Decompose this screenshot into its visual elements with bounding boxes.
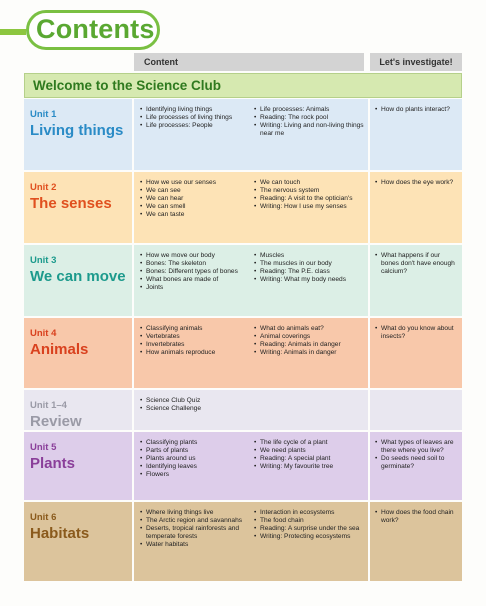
content-list-left: [140, 439, 248, 479]
list-item: • How do plants interact?: [375, 106, 459, 114]
unit-number: Unit 1: [30, 109, 57, 120]
unit-content-cell: [134, 245, 368, 316]
list-item: • Joints: [140, 284, 248, 292]
list-item: • Bones: Different types of bones: [140, 268, 248, 276]
list-item: • Reading: A special plant: [254, 455, 364, 463]
unit-investigate-cell: [370, 432, 462, 500]
unit-number: Unit 1–4: [30, 400, 67, 411]
list-item: • Classifying plants: [140, 439, 248, 447]
page-title: Contents: [36, 14, 155, 44]
list-item: • Science Challenge: [140, 405, 248, 413]
list-item: • Life processes: Animals: [254, 106, 364, 114]
unit-number: Unit 3: [30, 255, 57, 266]
content-list-left: [140, 106, 248, 130]
unit-investigate-cell: [370, 502, 462, 581]
list-item: • Reading: The P.E. class: [254, 268, 364, 276]
content-list-left: [140, 252, 248, 292]
unit-investigate-cell: [370, 390, 462, 430]
list-item: • Writing: My favourite tree: [254, 463, 364, 471]
list-item: • Reading: A surprise under the sea: [254, 525, 364, 533]
list-item: • Vertebrates: [140, 333, 248, 341]
list-item: • Invertebrates: [140, 341, 248, 349]
content-list-right: [254, 179, 364, 211]
unit-row: [24, 390, 462, 430]
list-item: • We need plants: [254, 447, 364, 455]
unit-content-cell: [134, 432, 368, 500]
list-item: • Writing: How I use my senses: [254, 203, 364, 211]
unit-row: [24, 99, 462, 170]
list-item: • How does the food chain work?: [375, 509, 459, 525]
unit-name: Habitats: [30, 525, 90, 542]
list-item: • Writing: Living and non-living things near me: [254, 122, 364, 138]
unit-name: We can move: [30, 268, 126, 285]
investigate-list: [375, 179, 459, 187]
list-item: • Where living things live: [140, 509, 248, 517]
list-item: • Bones: The skeleton: [140, 260, 248, 268]
list-item: • Reading: The rock pool: [254, 114, 364, 122]
list-item: • Water habitats: [140, 541, 248, 549]
unit-content-cell: [134, 172, 368, 243]
unit-investigate-cell: [370, 245, 462, 316]
unit-title-cell: [24, 245, 132, 316]
content-list-right: [254, 439, 364, 471]
unit-name: The senses: [30, 195, 112, 212]
list-item: • Plants around us: [140, 455, 248, 463]
list-item: • Reading: A visit to the optician's: [254, 195, 364, 203]
list-item: • We can touch: [254, 179, 364, 187]
unit-row: [24, 502, 462, 581]
list-item: • Writing: Animals in danger: [254, 349, 364, 357]
content-list-left: [140, 397, 248, 413]
list-item: • We can taste: [140, 211, 248, 219]
list-item: • Flowers: [140, 471, 248, 479]
list-item: • Deserts, tropical rainforests and temperate forests: [140, 525, 248, 541]
list-item: • Life processes: People: [140, 122, 248, 130]
unit-name: Plants: [30, 455, 76, 472]
list-item: • The life cycle of a plant: [254, 439, 364, 447]
unit-content-cell: [134, 502, 368, 581]
content-list-left: [140, 179, 248, 219]
unit-title-cell: [24, 390, 132, 430]
unit-row: [24, 245, 462, 316]
unit-row: [24, 318, 462, 388]
content-list-right: [254, 106, 364, 138]
unit-content-cell: [134, 318, 368, 388]
unit-number: Unit 2: [30, 182, 57, 193]
list-item: • Writing: Protecting ecosystems: [254, 533, 364, 541]
unit-name: Animals: [30, 341, 89, 358]
unit-title-cell: [24, 432, 132, 500]
list-item: • Science Club Quiz: [140, 397, 248, 405]
list-item: • What types of leaves are there where you live?: [375, 439, 459, 455]
unit-investigate-cell: [370, 172, 462, 243]
list-item: • The muscles in our body: [254, 260, 364, 268]
list-item: • How does the eye work?: [375, 179, 459, 187]
welcome-text: Welcome to the Science Club: [33, 78, 222, 93]
list-item: • What do animals eat?: [254, 325, 364, 333]
list-item: • Interaction in ecosystems: [254, 509, 364, 517]
header-investigate: Let's investigate!: [370, 53, 462, 71]
unit-number: Unit 5: [30, 442, 57, 453]
unit-content-cell: [134, 99, 368, 170]
unit-content-cell: [134, 390, 368, 430]
list-item: • Identifying leaves: [140, 463, 248, 471]
unit-title-cell: [24, 172, 132, 243]
investigate-list: [375, 252, 459, 276]
content-list-left: [140, 325, 248, 357]
title-accent-bar: [0, 29, 26, 35]
investigate-list: [375, 325, 459, 341]
unit-title-cell: [24, 99, 132, 170]
list-item: • We can smell: [140, 203, 248, 211]
list-item: • Muscles: [254, 252, 364, 260]
list-item: • What do you know about insects?: [375, 325, 459, 341]
content-list-right: [254, 509, 364, 541]
unit-name: Living things: [30, 122, 124, 139]
content-list-right: [254, 325, 364, 357]
list-item: • We can hear: [140, 195, 248, 203]
list-item: • Classifying animals: [140, 325, 248, 333]
list-item: • Identifying living things: [140, 106, 248, 114]
unit-number: Unit 6: [30, 512, 57, 523]
list-item: • Reading: Animals in danger: [254, 341, 364, 349]
list-item: • How animals reproduce: [140, 349, 248, 357]
unit-title-cell: [24, 318, 132, 388]
investigate-list: [375, 439, 459, 471]
list-item: • How we move our body: [140, 252, 248, 260]
list-item: • What happens if our bones don't have enough calcium?: [375, 252, 459, 276]
list-item: • The nervous system: [254, 187, 364, 195]
investigate-list: [375, 509, 459, 525]
list-item: • Life processes of living things: [140, 114, 248, 122]
list-item: • What bones are made of: [140, 276, 248, 284]
list-item: • Writing: What my body needs: [254, 276, 364, 284]
investigate-list: [375, 106, 459, 114]
header-content: Content: [134, 53, 364, 71]
content-list-right: [254, 252, 364, 284]
list-item: • Parts of plants: [140, 447, 248, 455]
list-item: • Do seeds need soil to germinate?: [375, 455, 459, 471]
unit-row: [24, 172, 462, 243]
unit-number: Unit 4: [30, 328, 57, 339]
unit-title-cell: [24, 502, 132, 581]
unit-row: [24, 432, 462, 500]
list-item: • We can see: [140, 187, 248, 195]
list-item: • Animal coverings: [254, 333, 364, 341]
unit-investigate-cell: [370, 99, 462, 170]
content-list-left: [140, 509, 248, 549]
unit-investigate-cell: [370, 318, 462, 388]
list-item: • The food chain: [254, 517, 364, 525]
welcome-banner: [24, 73, 462, 98]
list-item: • The Arctic region and savannahs: [140, 517, 248, 525]
unit-name: Review: [30, 413, 82, 430]
list-item: • How we use our senses: [140, 179, 248, 187]
